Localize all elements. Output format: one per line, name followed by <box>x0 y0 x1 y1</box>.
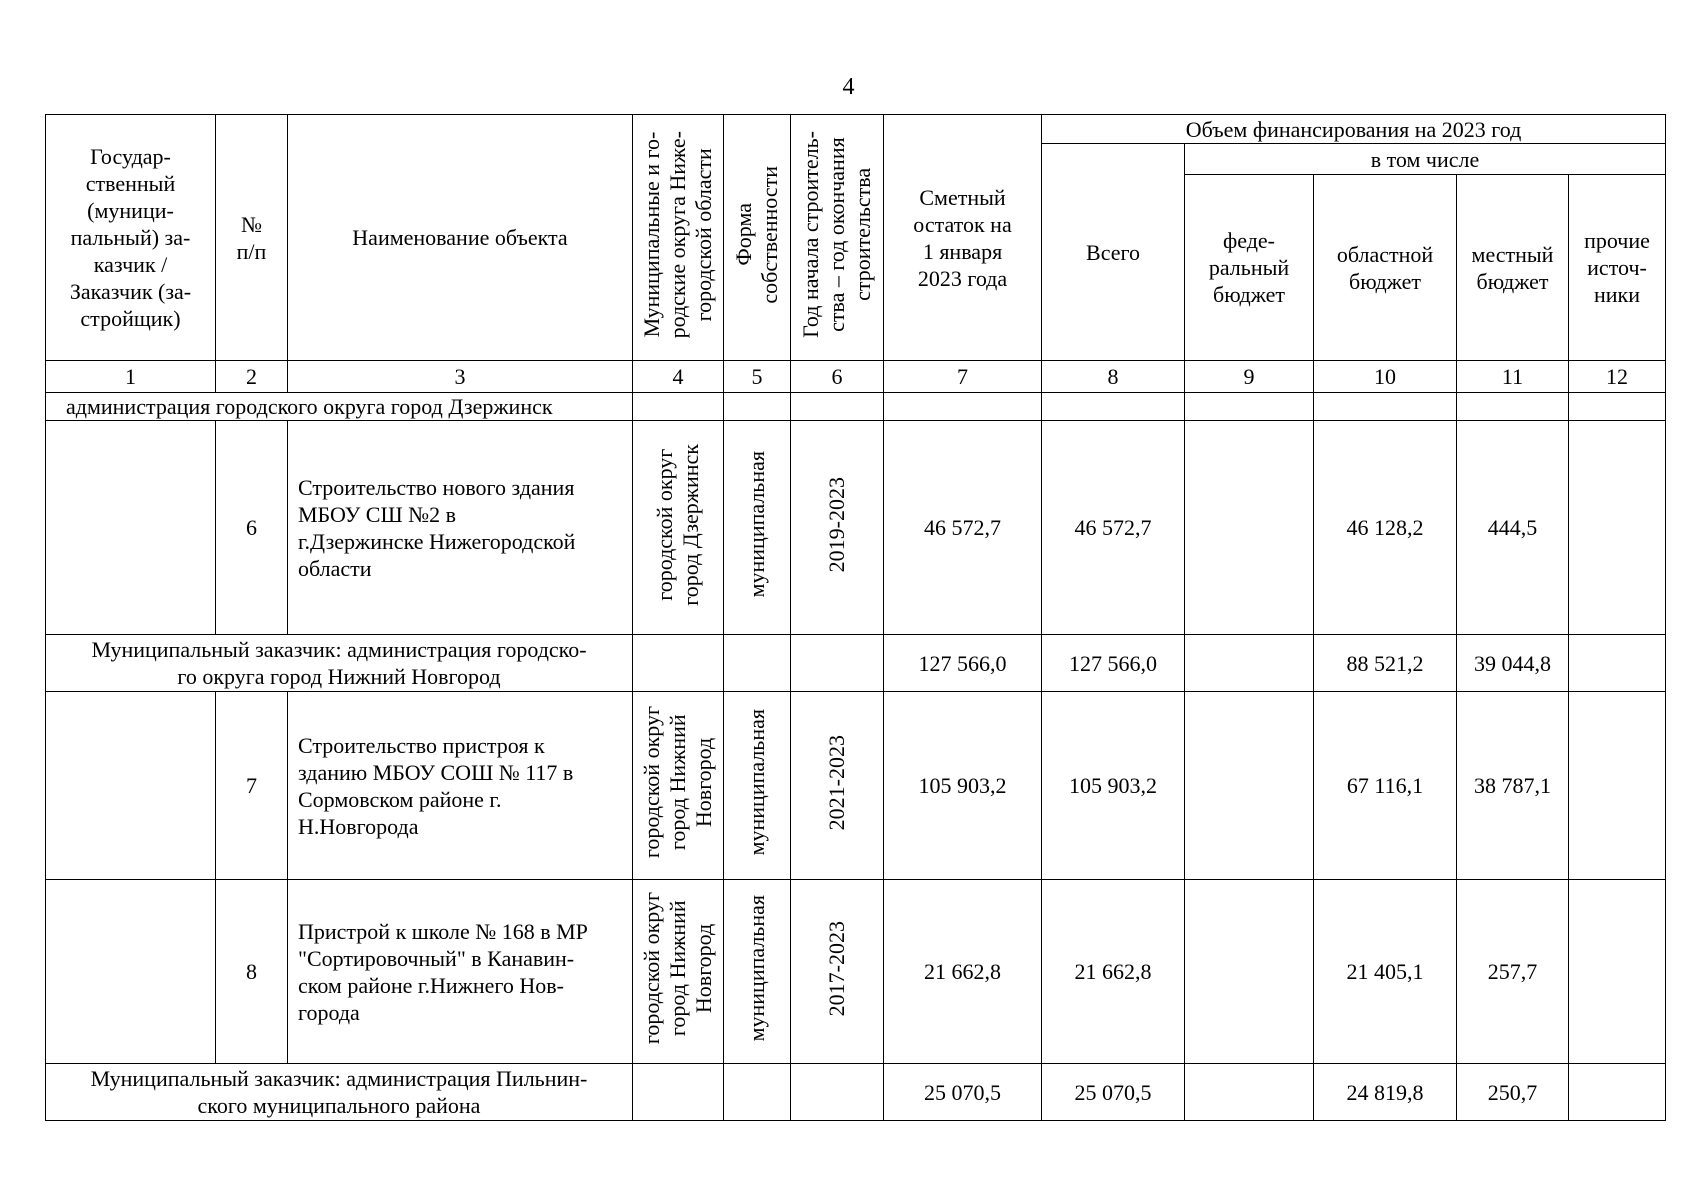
object-name: Пристрой к школе № 168 в МР "Сортировочный" в Канавин- ском районе г.Нижнего Нов- города <box>288 880 633 1064</box>
header-financing-group: Объем финансирования на 2023 год <box>1042 115 1666 144</box>
header-local: местный бюджет <box>1457 175 1569 361</box>
local: 38 787,1 <box>1457 692 1569 880</box>
ownership: муниципальная <box>744 451 769 598</box>
total: 46 572,7 <box>1042 421 1185 635</box>
column-number: 9 <box>1185 361 1314 393</box>
district-cell <box>633 692 724 880</box>
object-name: Строительство нового здания МБОУ СШ №2 в г.Дзержинске Нижегородской области <box>288 421 633 635</box>
group-federal <box>1185 635 1314 692</box>
district-cell <box>633 421 724 635</box>
total: 105 903,2 <box>1042 692 1185 880</box>
estimate: 46 572,7 <box>884 421 1042 635</box>
header-ownership-cell <box>724 115 791 361</box>
local: 444,5 <box>1457 421 1569 635</box>
years: 2021-2023 <box>824 734 849 831</box>
group-estimate: 25 070,5 <box>884 1064 1042 1121</box>
group-total: 127 566,0 <box>1042 635 1185 692</box>
local: 257,7 <box>1457 880 1569 1064</box>
group-other <box>1569 635 1666 692</box>
header-municipal-districts-cell <box>633 115 724 361</box>
group-regional: 88 521,2 <box>1314 635 1457 692</box>
group-row <box>46 1064 1666 1121</box>
other <box>1569 880 1666 1064</box>
column-number: 1 <box>46 361 216 393</box>
group-row <box>46 635 1666 692</box>
other <box>1569 421 1666 635</box>
regional: 46 128,2 <box>1314 421 1457 635</box>
district: городской округ город Нижний Новгород <box>639 706 716 859</box>
group-federal <box>1185 1064 1314 1121</box>
table-row <box>46 692 1666 880</box>
other <box>1569 692 1666 880</box>
header-other: прочие источ- ники <box>1569 175 1666 361</box>
column-number: 8 <box>1042 361 1185 393</box>
district: городской округ город Нижний Новгород <box>639 892 716 1045</box>
years-cell <box>791 692 884 880</box>
header-regional: областной бюджет <box>1314 175 1457 361</box>
header-years-cell <box>791 115 884 361</box>
column-number: 3 <box>288 361 633 393</box>
column-number: 6 <box>791 361 884 393</box>
group-local: 39 044,8 <box>1457 635 1569 692</box>
column-number: 4 <box>633 361 724 393</box>
header-object-name: Наименование объекта <box>288 115 633 361</box>
total: 21 662,8 <box>1042 880 1185 1064</box>
years-cell <box>791 880 884 1064</box>
ownership-cell <box>724 880 791 1064</box>
group-title: Муниципальный заказчик: администрация городско- го округа город Нижний Новгород <box>46 635 633 692</box>
row-number: 7 <box>216 692 288 880</box>
header-ownership: Форма собственности <box>731 165 782 304</box>
group-title: администрация городского округа город Дзержинск <box>46 393 633 421</box>
header-estimate-balance: Сметный остаток на 1 января 2023 года <box>884 115 1042 361</box>
header-years: Год начала строитель- ства – год окончания строительства <box>798 131 875 338</box>
table-row <box>46 880 1666 1064</box>
group-other <box>1569 393 1666 421</box>
ownership: муниципальная <box>744 709 769 856</box>
group-title: Муниципальный заказчик: администрация Пильнин- ского муниципального района <box>46 1064 633 1121</box>
estimate: 21 662,8 <box>884 880 1042 1064</box>
district: городской округ город Дзержинск <box>652 443 703 606</box>
group-regional: 24 819,8 <box>1314 1064 1457 1121</box>
years: 2017-2023 <box>824 920 849 1017</box>
header-federal: феде- ральный бюджет <box>1185 175 1314 361</box>
years: 2019-2023 <box>824 476 849 573</box>
header-index: № п/п <box>216 115 288 361</box>
ownership-cell <box>724 421 791 635</box>
row-number: 6 <box>216 421 288 635</box>
district-cell <box>633 880 724 1064</box>
group-estimate: 127 566,0 <box>884 635 1042 692</box>
column-number: 5 <box>724 361 791 393</box>
column-number: 7 <box>884 361 1042 393</box>
regional: 21 405,1 <box>1314 880 1457 1064</box>
header-municipal-districts: Муниципальные и го- родские округа Ниже- городской области <box>639 130 716 339</box>
column-numbers-row <box>46 361 1666 393</box>
column-number: 2 <box>216 361 288 393</box>
ownership-cell <box>724 692 791 880</box>
federal <box>1185 880 1314 1064</box>
federal <box>1185 421 1314 635</box>
group-local <box>1457 393 1569 421</box>
regional: 67 116,1 <box>1314 692 1457 880</box>
group-estimate <box>884 393 1042 421</box>
header-including: в том числе <box>1185 144 1666 175</box>
financing-table <box>45 114 1666 1121</box>
page-number: 4 <box>842 74 855 100</box>
group-other <box>1569 1064 1666 1121</box>
group-regional <box>1314 393 1457 421</box>
estimate: 105 903,2 <box>884 692 1042 880</box>
group-total: 25 070,5 <box>1042 1064 1185 1121</box>
table-row <box>46 421 1666 635</box>
group-row <box>46 393 1666 421</box>
header-total: Всего <box>1042 144 1185 361</box>
ownership: муниципальная <box>744 895 769 1042</box>
group-federal <box>1185 393 1314 421</box>
federal <box>1185 692 1314 880</box>
header-customer: Государ- ственный (муници- пальный) за- казчик / Заказчик (за- стройщик) <box>46 115 216 361</box>
row-number: 8 <box>216 880 288 1064</box>
group-local: 250,7 <box>1457 1064 1569 1121</box>
column-number: 12 <box>1569 361 1666 393</box>
column-number: 10 <box>1314 361 1457 393</box>
column-number: 11 <box>1457 361 1569 393</box>
years-cell <box>791 421 884 635</box>
object-name: Строительство пристроя к зданию МБОУ СОШ № 117 в Сормовском районе г. Н.Новгорода <box>288 692 633 880</box>
group-total <box>1042 393 1185 421</box>
